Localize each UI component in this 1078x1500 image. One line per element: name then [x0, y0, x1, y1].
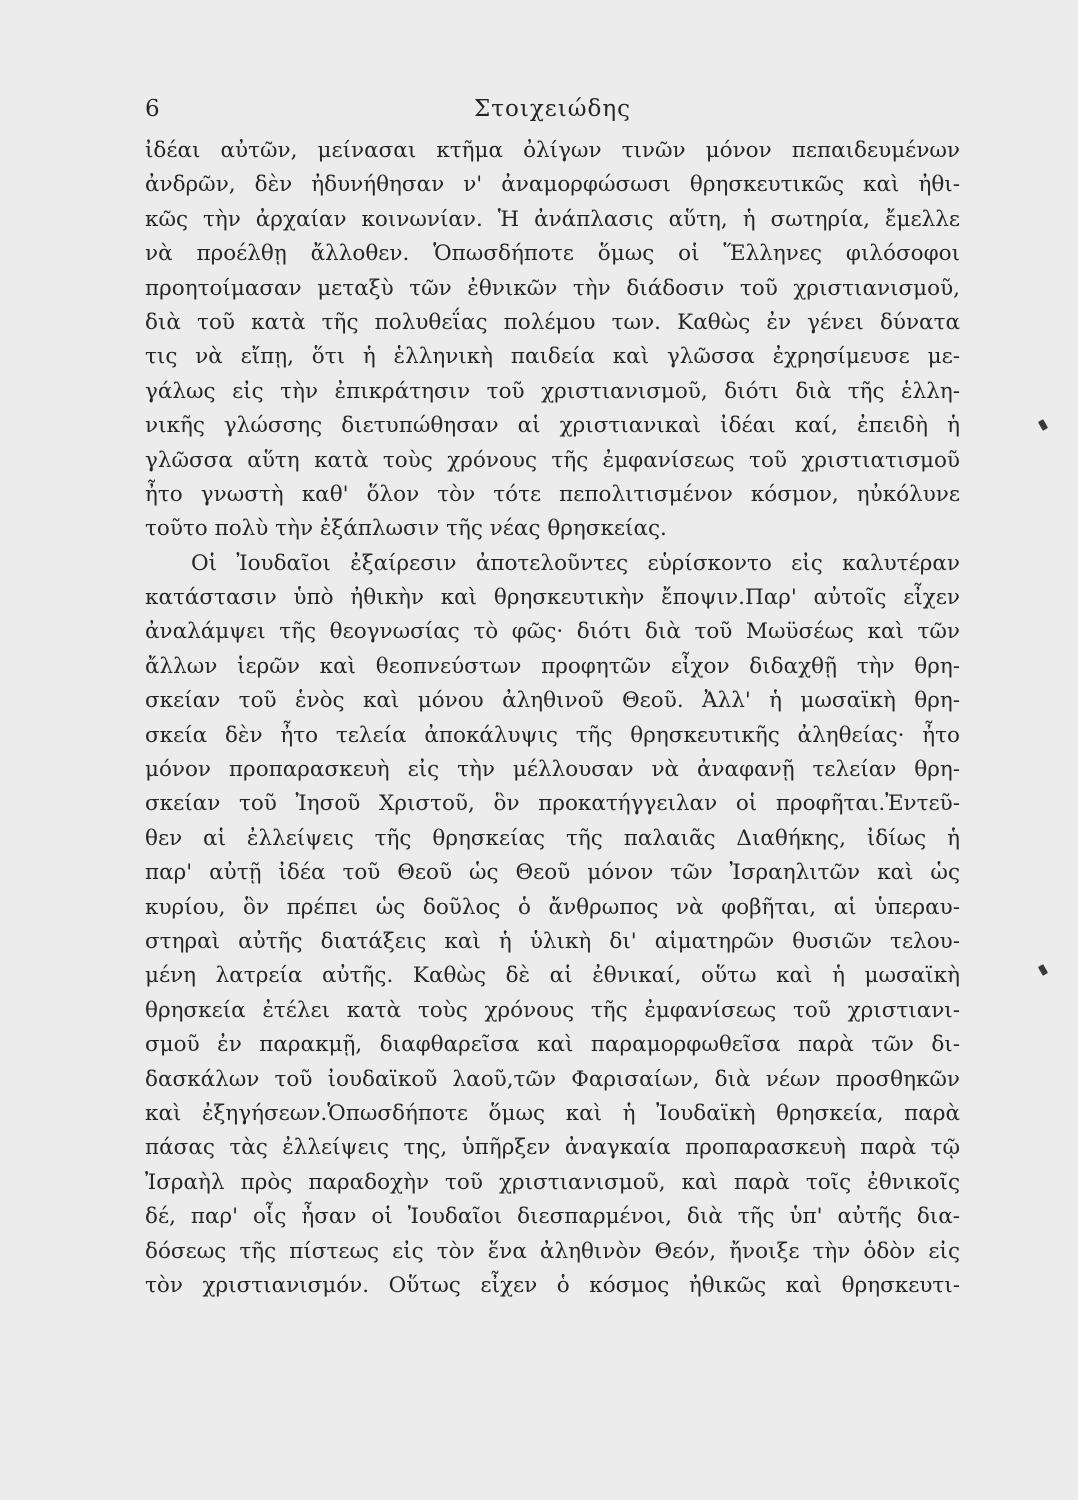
print-speck-mark [1038, 964, 1048, 976]
text-line: ἄλλων ἱερῶν καὶ θεοπνεύστων προφητῶν εἶχον διδαχθῇ τὴν θρη- [145, 653, 960, 679]
page-header [145, 96, 960, 136]
text-line: θρησκεία ἐτέλει κατὰ τοὺς χρόνους τῆς ἐμφανίσεως τοῦ χριστιανι- [145, 997, 960, 1023]
text-line: ἰδέαι αὐτῶν, μείνασαι κτῆμα ὀλίγων τινῶν μόνον πεπαιδευμένων [145, 138, 960, 163]
text-line: ἀναλάμψει τῆς θεογνωσίας τὸ φῶς· διότι διὰ τοῦ Μωϋσέως καὶ τῶν [145, 619, 960, 645]
text-line: σμοῦ ἐν παρακμῇ, διαφθαρεῖσα καὶ παραμορφωθεῖσα παρὰ τῶν δι- [145, 1032, 960, 1058]
text-line: σκείαν τοῦ ἑνὸς καὶ μόνου ἀληθινοῦ Θεοῦ. Ἀλλ' ἡ μωσαϊκὴ θρη- [145, 688, 960, 714]
text-line: κῶς τὴν ἀρχαίαν κοινωνίαν. Ἡ ἀνάπλασις αὕτη, ἡ σωτηρία, ἔμελλε [145, 206, 960, 232]
text-line: νικῆς γλώσσης διετυπώθησαν αἱ χριστιανικαὶ ἰδέαι καί, ἐπειδὴ ἡ [145, 413, 960, 439]
text-line: γάλως εἰς τὴν ἐπικράτησιν τοῦ χριστιανισμοῦ, διότι διὰ τῆς ἑλλη- [145, 378, 960, 404]
text-line: σκείαν τοῦ Ἰησοῦ Χριστοῦ, ὃν προκατήγγειλαν οἱ προφῆται.Ἐντεῦ- [145, 791, 960, 817]
text-line: μόνον προπαρασκευὴ εἰς τὴν μέλλουσαν νὰ ἀναφανῇ τελείαν θρη- [145, 757, 960, 783]
text-line: δασκάλων τοῦ ἰουδαϊκοῦ λαοῦ,τῶν Φαρισαίων, διὰ νέων προσθηκῶν [145, 1066, 960, 1092]
paragraph-start-line: Οἱ Ἰουδαῖοι ἐξαίρεσιν ἀποτελοῦντες εὑρίσκοντο εἰς καλυτέραν [191, 550, 960, 576]
text-line: ἀνδρῶν, δὲν ἠδυνήθησαν ν' ἀναμορφώσωσι θρησκευτικῶς καὶ ἠθι- [145, 172, 960, 198]
text-line: καὶ ἐξηγήσεων.Ὁπωσδήποτε ὅμως καὶ ἡ Ἰουδαϊκὴ θρησκεία, παρὰ [145, 1100, 960, 1126]
running-head: Στοιχειώδης [474, 96, 631, 122]
print-speck-mark [1038, 419, 1048, 431]
text-line: μένη λατρεία αὐτῆς. Καθὼς δὲ αἱ ἐθνικαί, οὕτω καὶ ἡ μωσαϊκὴ [145, 963, 960, 989]
text-line: ἦτο γνωστὴ καθ' ὅλον τὸν τότε πεπολιτισμένον κόσμον, ηὐκόλυνε [145, 481, 960, 507]
text-line: πάσας τὰς ἐλλείψεις της, ὑπῆρξεν ἀναγκαία προπαρασκευὴ παρὰ τῷ [145, 1135, 960, 1161]
text-line: νὰ προέλθῃ ἄλλοθεν. Ὁπωσδήποτε ὅμως οἱ Ἕλληνες φιλόσοφοι [145, 241, 960, 267]
text-line: τὸν χριστιανισμόν. Οὕτως εἶχεν ὁ κόσμος ἠθικῶς καὶ θρησκευτι- [145, 1272, 960, 1298]
text-line: τοῦτο πολὺ τὴν ἐξάπλωσιν τῆς νέας θρησκείας. [145, 516, 667, 542]
text-line: δέ, παρ' οἷς ἦσαν οἱ Ἰουδαῖοι διεσπαρμένοι, διὰ τῆς ὑπ' αὐτῆς δια- [145, 1204, 960, 1230]
text-line: στηραὶ αὐτῆς διατάξεις καὶ ἡ ὑλικὴ δι' αἱματηρῶν θυσιῶν τελου- [145, 928, 960, 954]
text-line: γλῶσσα αὕτη κατὰ τοὺς χρόνους τῆς ἐμφανίσεως τοῦ χριστιατισμοῦ [145, 447, 960, 473]
text-line: κυρίου, ὃν πρέπει ὡς δοῦλος ὁ ἄνθρωπος νὰ φοβῆται, αἱ ὑπεραυ- [145, 894, 960, 920]
page-number: 6 [145, 96, 160, 122]
text-line: θεν αἱ ἐλλείψεις τῆς θρησκείας τῆς παλαιᾶς Διαθήκης, ἰδίως ἡ [145, 825, 960, 851]
body-text [145, 134, 960, 1303]
text-line: παρ' αὐτῇ ἰδέα τοῦ Θεοῦ ὡς Θεοῦ μόνον τῶν Ἰσραηλιτῶν καὶ ὡς [145, 860, 960, 886]
text-line: διὰ τοῦ κατὰ τῆς πολυθεΐας πολέμου των. Καθὼς ἐν γένει δύνατα [145, 309, 960, 335]
text-line: τις νὰ εἴπῃ, ὅτι ἡ ἑλληνικὴ παιδεία καὶ γλῶσσα ἐχρησίμευσε με- [145, 344, 960, 370]
text-line: προητοίμασαν μεταξὺ τῶν ἐθνικῶν τὴν διάδοσιν τοῦ χριστιανισμοῦ, [145, 275, 960, 301]
text-line: δόσεως τῆς πίστεως εἰς τὸν ἕνα ἀληθινὸν Θεόν, ἤνοιξε τὴν ὁδὸν εἰς [145, 1238, 960, 1264]
text-line: κατάστασιν ὑπὸ ἠθικὴν καὶ θρησκευτικὴν ἔποψιν.Παρ' αὐτοῖς εἶχεν [145, 585, 960, 611]
text-line: σκεία δὲν ἦτο τελεία ἀποκάλυψις τῆς θρησκευτικῆς ἀληθείας· ἦτο [145, 722, 960, 748]
text-line: Ἰσραὴλ πρὸς παραδοχὴν τοῦ χριστιανισμοῦ, καὶ παρὰ τοῖς ἐθνικοῖς [145, 1169, 960, 1195]
